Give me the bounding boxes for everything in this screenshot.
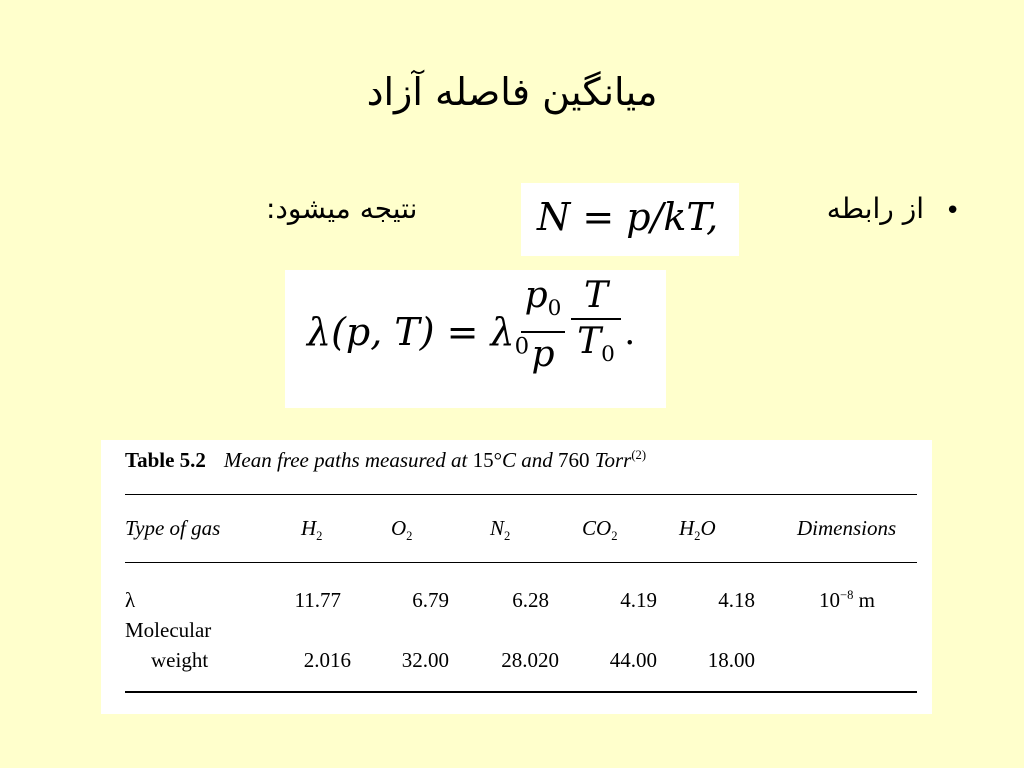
table-cell: 44.00 [609, 648, 657, 672]
header-dimensions: Dimensions [797, 516, 897, 540]
equation-ideal-gas [521, 183, 739, 256]
bullet-line [0, 190, 1024, 250]
bullet-text-result: نتیجه میشود: [266, 192, 418, 225]
table-rule-header [125, 562, 917, 563]
bullet-dot: • [945, 196, 961, 226]
fraction-pressure: $p_0$ p [521, 274, 565, 377]
table-cell: 6.79 [412, 588, 449, 612]
row-mw-label-line1: Molecular [125, 618, 212, 642]
table-cell: 4.18 [718, 588, 755, 612]
fraction-temperature: T $T_0$ [571, 274, 621, 377]
row-lambda-dimension: $10^{-8}$ m [819, 588, 875, 612]
bullet-text-from-relation: از رابطه [826, 192, 924, 225]
equation-mean-free-path [285, 270, 666, 408]
header-h2o: $H_2O$ [679, 516, 716, 544]
table-rule-top [125, 494, 917, 495]
table-cell: 4.19 [620, 588, 657, 612]
table-caption: Table 5.2 Mean free paths measured at 15°C and 760 Torr$^{(2)}$ [125, 448, 647, 472]
table-cell: 18.00 [707, 648, 755, 672]
table-label: Table 5.2 [125, 448, 206, 472]
header-o2: $O_2$ [391, 516, 413, 544]
header-type-of-gas: Type of gas [125, 516, 221, 540]
table-cell: 6.28 [512, 588, 549, 612]
table-rule-bottom [125, 691, 917, 693]
slide-title: میانگین فاصله آزاد [366, 70, 658, 114]
table-cell: 32.00 [401, 648, 449, 672]
header-co2: $CO_2$ [582, 516, 618, 544]
table-cell: 28.020 [501, 648, 559, 672]
row-lambda-label: λ [125, 588, 136, 612]
equation-period: . [625, 311, 635, 353]
header-n2: $N_2$ [490, 516, 511, 544]
row-mw-label-line2: weight [151, 648, 209, 672]
equation-ideal-gas-text: N = p/kT, [537, 195, 719, 239]
header-h2: $H_2$ [301, 516, 323, 544]
equation-lhs: λ(p, $T) = \lambda_0$ [307, 310, 530, 360]
table-cell: 11.77 [294, 588, 341, 612]
table-cell: 2.016 [303, 648, 351, 672]
mean-free-path-table [101, 440, 932, 714]
